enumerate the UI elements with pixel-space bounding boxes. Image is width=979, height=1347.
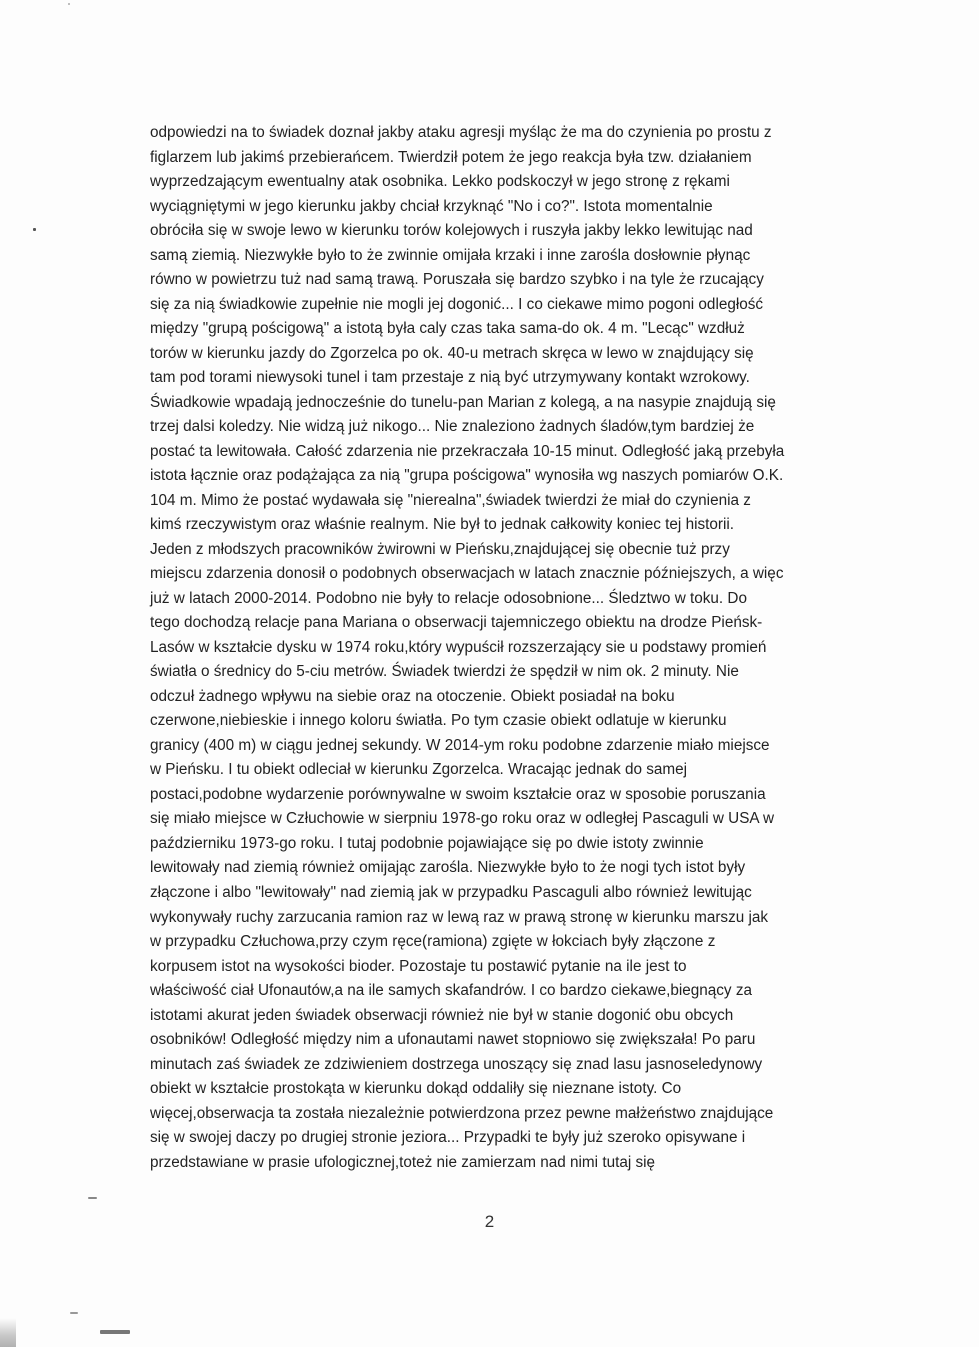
text-line: Świadkowie wpadają jednocześnie do tunelu-pan Marian z kolegą, a na nasypie znajdują się xyxy=(150,393,776,411)
text-line: między "grupą pościgową" a istotą była caly czas taka sama-do ok. 4 m. "Lecąc" wzdłuż xyxy=(150,320,745,338)
text-line: złączone i albo "lewitowały" nad ziemią jak w przypadku Pascaguli albo również lewitując xyxy=(150,883,752,901)
page-number: 2 xyxy=(484,1212,495,1231)
text-line: kimś rzeczywistym oraz właśnie realnym. Nie był to jednak całkowity koniec tej historii. xyxy=(150,516,735,534)
text-line: się w swojej daczy po drugiej stronie jeziora... Przypadki te były już szeroko opisywane i xyxy=(150,1129,746,1147)
text-line: torów w kierunku jazdy do Zgorzelca po ok. 40-u metrach skręca w lewo w znajdujący się xyxy=(150,344,754,362)
text-line: wyprzedzającym ewentualny atak osobnika. Lekko podskoczył w jego stronę z rękami xyxy=(150,173,730,191)
text-line: miejscu zdarzenia donosił o podobnych obserwacjach w latach znacznie późniejszych, a więc xyxy=(150,565,784,583)
scan-speck xyxy=(70,1312,78,1314)
text-line: 104 m. Mimo że postać wydawała się "nierealna",świadek twierdzi że miał do czynienia z xyxy=(150,491,751,509)
text-line: trzej dalsi koledzy. Nie widzą już nikogo... Nie znaleziono żadnych śladów,tym bardziej że xyxy=(150,418,755,436)
text-line: osobników! Odległość między nim a ufonautami nawet stopniowo się zwiększała! Po paru xyxy=(150,1031,756,1049)
text-line: samą ziemią. Niezwykłe było to że zwinnie omijała krzaki i inne zarośla dosłownie płynąc xyxy=(150,246,751,264)
text-line: w przypadku Człuchowa,przy czym ręce(ramiona) zgięte w łokciach były złączone z xyxy=(150,933,716,951)
text-line: istota łącznie oraz podążająca za nią "grupa pościgowa" wynosiła wg naszych pomiarów O.K. xyxy=(150,467,784,485)
text-line: październiku 1973-go roku. I tutaj podobnie pojawiające się po dwie istoty zwinnie xyxy=(150,834,704,852)
text-line: odpowiedzi na to świadek doznał jakby ataku agresji myśląc że ma do czynienia po prostu z xyxy=(150,124,772,141)
text-line: się miało miejsce w Człuchowie w sierpniu 1978-go roku oraz w odległej Pascaguli w USA w xyxy=(150,810,775,828)
text-line: światła o średnicy do 5-ciu metrów. Świadek twierdzi że spędził w nim ok. 2 minuty. Nie xyxy=(150,663,739,681)
text-line: już w latach 2000-2014. Podobno nie były to relacje odosobnione... Śledztwo w toku. Do xyxy=(150,589,747,607)
text-line: Jeden z młodszych pracowników żwirowni w Pieńsku,znajdującej się obecnie tuż przy xyxy=(150,540,730,558)
text-line: obiekt w kształcie prostokąta w kierunku dokąd oddaliły się nieznane istoty. Co xyxy=(150,1080,682,1098)
text-line: wyciągniętymi w jego kierunku jakby chciał krzyknąć "No i co?". Istota momentalnie xyxy=(150,197,713,215)
body-text xyxy=(150,121,830,1175)
text-line: korpusem istot na wysokości bioder. Pozostaje tu postawić pytanie na ile jest to xyxy=(150,957,687,975)
text-line: więcej,obserwacja ta została niezależnie potwierdzona przez pewne małżeństwo znajdujące xyxy=(150,1104,774,1122)
text-line: właściwość ciał Ufonautów,a na ile samych skafandrów. I co bardzo ciekawe,biegnący za xyxy=(150,982,752,1000)
scan-smudge xyxy=(100,1330,130,1334)
text-line: postaci,podobne wydarzenie porównywalne w swoim kształcie oraz w sposobie poruszania xyxy=(150,785,766,803)
text-line: obróciła się w swoje lewo w kierunku torów kolejowych i ruszyła jakby lekko lewitując nad xyxy=(150,222,753,240)
text-line: się za nią świadkowie zupełnie nie mogli jej dogonić... I co ciekawe mimo pogoni odległość xyxy=(150,295,764,313)
scan-speck xyxy=(88,1197,97,1199)
text-line: równo w powietrzu tuż nad samą trawą. Poruszała się bardzo szybko i na tyle że rzucający xyxy=(150,271,764,289)
text-line: odczuł żadnego wpływu na siebie oraz na otoczenie. Obiekt posiadał na boku xyxy=(150,687,675,705)
text-line: granicy (400 m) w ciągu jednej sekundy. W 2014-ym roku podobne zdarzenie miało miejsce xyxy=(150,736,770,754)
text-line: czerwone,niebieskie i innego koloru światła. Po tym czasie obiekt odlatuje w kierunku xyxy=(150,712,727,730)
text-line: tam pod torami niewysoki tunel i tam przestaje z nią być utrzymywany kontakt wzrokowy. xyxy=(150,369,750,387)
text-line: przedstawiane w prasie ufologicznej,toteż nie zamierzam nad nimi tutaj się xyxy=(150,1153,656,1171)
text-line: figlarzem lub jakimś przebierańcem. Twierdził potem że jego reakcja była tzw. działaniem xyxy=(150,148,752,166)
text-line: minutach zaś świadek ze zdziwieniem dostrzega unoszący się znad lasu jasnoseledynowy xyxy=(150,1055,763,1073)
scan-speck xyxy=(33,228,36,231)
text-line: w Pieńsku. I tu obiekt odleciał w kierunku Zgorzelca. Wracając jednak do samej xyxy=(150,761,688,779)
text-line: istotami akurat jeden świadek obserwacji również nie był w stanie dogonić obu obcych xyxy=(150,1006,734,1024)
scan-speck xyxy=(68,3,70,5)
text-line: tego dochodzą relacje pana Mariana o obserwacji tajemniczego obiektu na drodze Pieńsk- xyxy=(150,614,763,632)
text-line: wykonywały ruchy zarzucania ramion raz w lewą raz w prawą stronę w kierunku marszu jak xyxy=(150,908,769,926)
scan-corner-shadow xyxy=(0,1318,16,1347)
text-line: postać ta lewitowała. Całość zdarzenia nie przekraczała 10-15 minut. Odległość jaką przebyła xyxy=(150,442,785,460)
text-line: Lasów w kształcie dysku w 1974 roku,który wypuścił rozszerzający sie u podstawy promień xyxy=(150,638,767,656)
text-line: lewitowały nad ziemią również omijając zarośla. Niezwykłe było to że nogi tych istot były xyxy=(150,859,746,877)
